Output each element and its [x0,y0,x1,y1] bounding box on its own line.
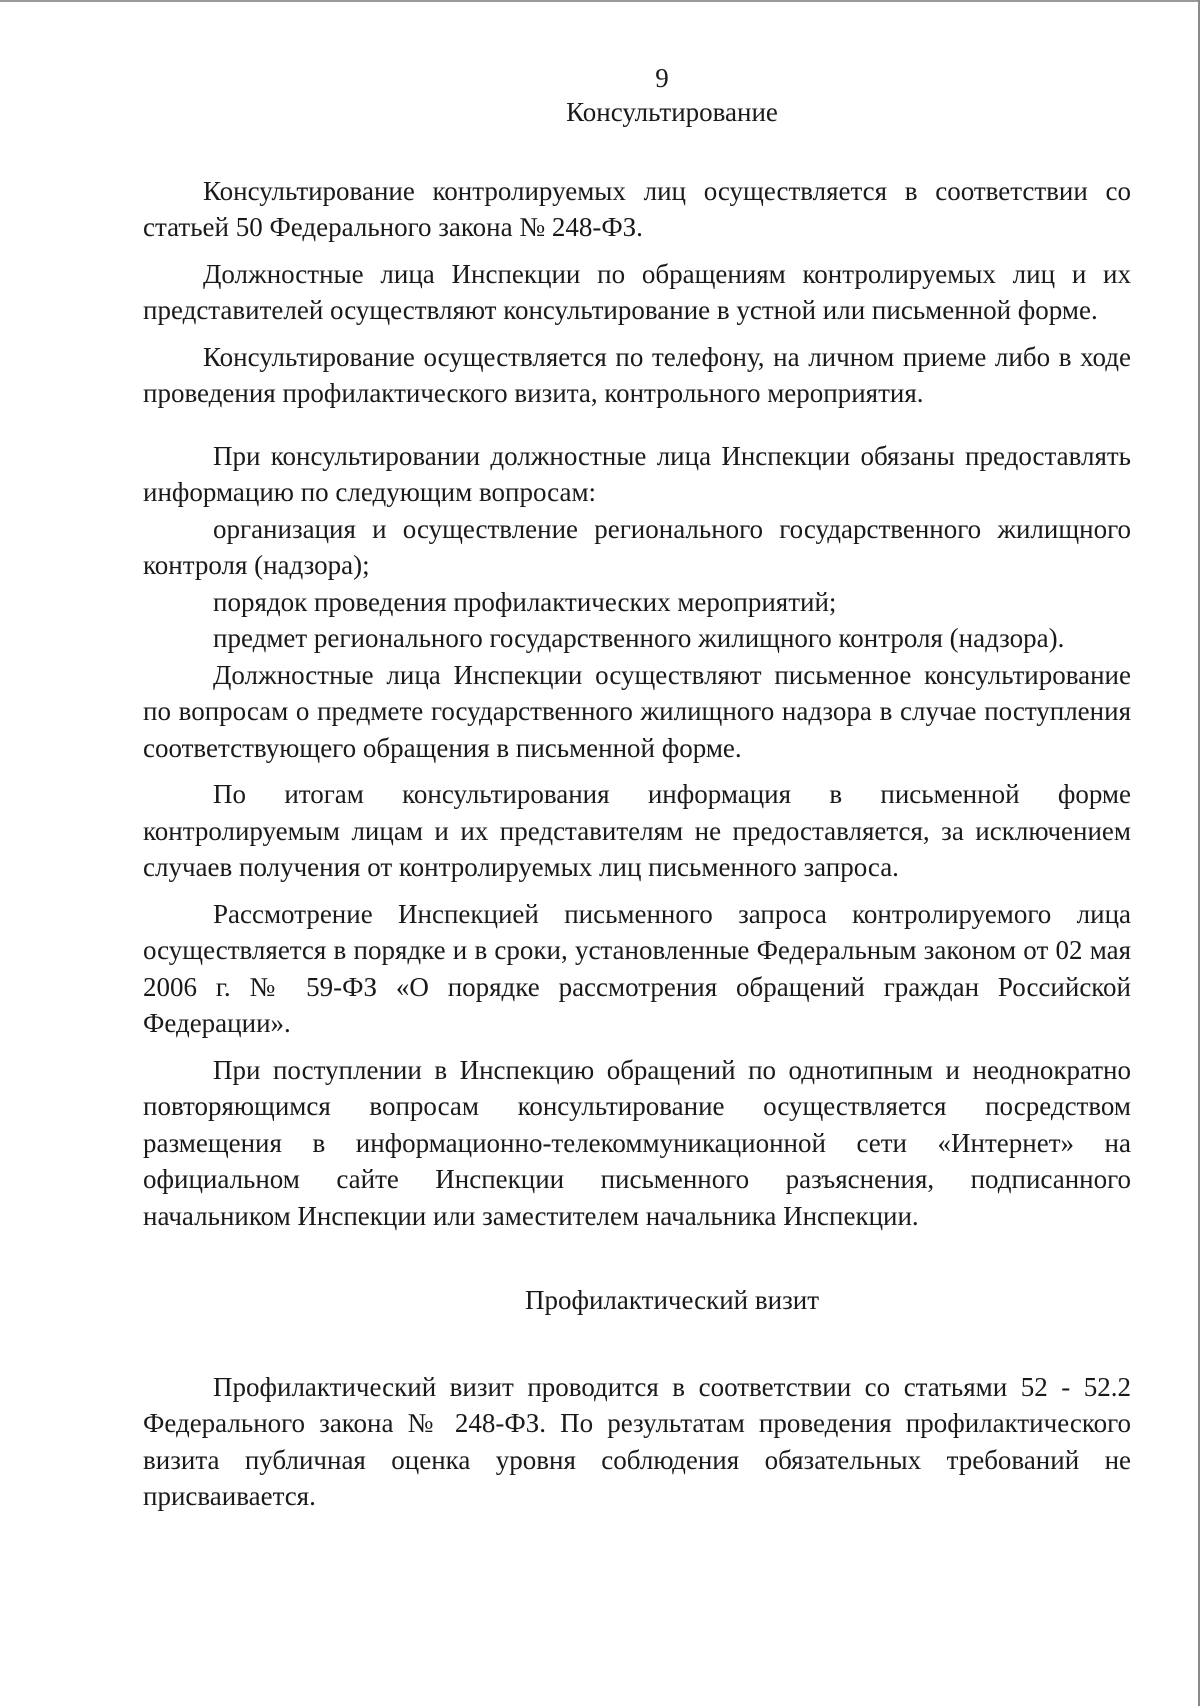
paragraph: Консультирование осуществляется по телефону, на личном приеме либо в ходе проведения профилактического визита, контрольного мероприятия. [143,341,1131,408]
section-heading-consulting: Консультирование [566,97,778,127]
paragraph: Должностные лица Инспекции по обращениям контролируемых лиц и их представителей осуществляют консультирование в устной или письменной форме. [143,258,1131,325]
paragraph: Профилактический визит проводится в соответствии со статьями 52 - 52.2 Федерального закона № 248-ФЗ. По результатам проведения профилактического визита публичная оценка уровня соблюдения обязательных требований не присваивается. [143,1371,1131,1511]
scan-edge-top [0,0,1200,2]
page-number: 9 [655,63,669,93]
paragraph: По итогам консультирования информация в письменной форме контролируемым лицам и их представителям не предоставляется, за исключением случаев получения от контролируемых лиц письменного запроса. [143,779,1131,882]
list-item: предмет регионального государственного жилищного контроля (надзора). [213,623,1065,653]
paragraph: Консультирование контролируемых лиц осуществляется в соответствии со статьей 50 Федерального закона № 248-ФЗ. [143,175,1131,242]
list-item: организация и осуществление регионального государственного жилищного контроля (надзора); [143,513,1131,580]
document-page [143,60,1131,1515]
list-item: порядок проведения профилактических мероприятий; [213,586,837,617]
section-heading-preventive-visit: Профилактический визит [524,1285,819,1315]
paragraph: Рассмотрение Инспекцией письменного запроса контролируемого лица осуществляется в порядке и в сроки, установленные Федеральным законом от 02 мая 2006 г. № 59-ФЗ «О порядке рассмотрения обращений граждан Российской Федерации». [143,898,1131,1038]
paragraph: При поступлении в Инспекцию обращений по однотипным и неоднократно повторяющимся вопросам консультирование осуществляется посредством размещения в информационно-телекоммуникационной сети «Интернет» на официальном сайте Инспекции письменного разъяснения, подписанного начальником Инспекции или заместителем начальника Инспекции. [143,1054,1131,1231]
paragraph: Должностные лица Инспекции осуществляют письменное консультирование по вопросам о предмете государственного жилищного надзора в случае поступления соответствующего обращения в письменной форме. [143,659,1131,763]
paragraph: При консультировании должностные лица Инспекции обязаны предоставлять информацию по следующим вопросам: [143,440,1131,507]
